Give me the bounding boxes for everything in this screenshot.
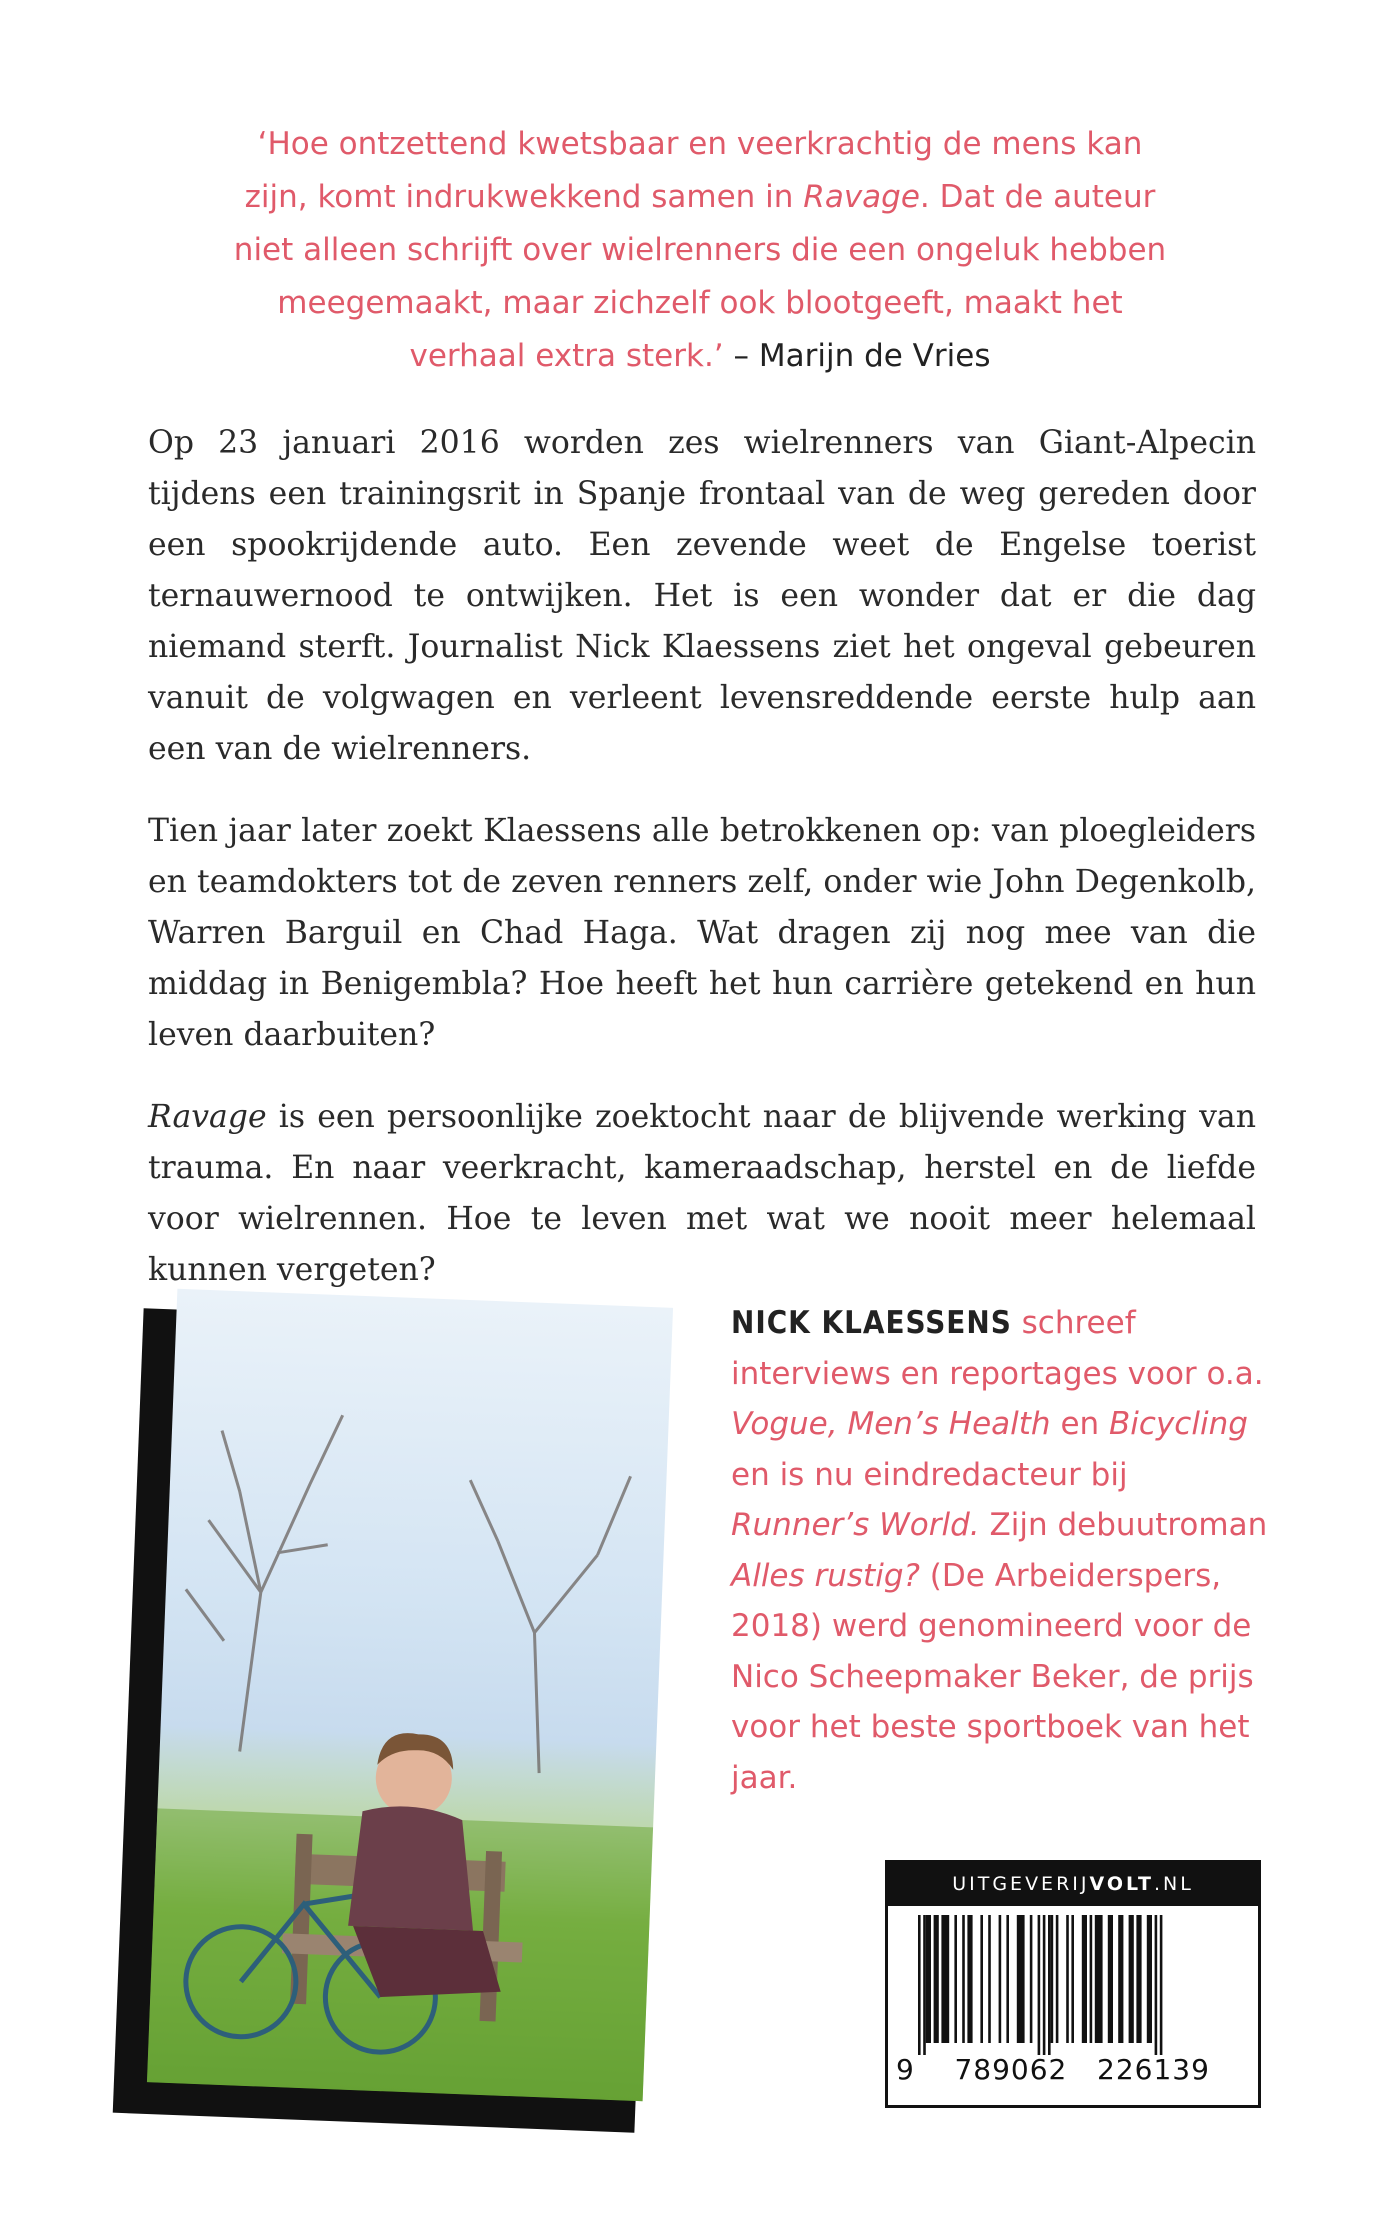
barcode-bar — [1043, 1915, 1046, 2055]
bio-text-3: en is nu eindredacteur bij — [731, 1456, 1128, 1493]
blurb-quote — [150, 118, 1250, 383]
barcode-bar — [1118, 1915, 1123, 2043]
bio-text-2: en — [1050, 1406, 1110, 1442]
description-book-title: Ravage — [148, 1099, 267, 1135]
barcode-bar — [1030, 1915, 1033, 2043]
barcode-bar — [1006, 1915, 1009, 2043]
barcode-bar — [1082, 1915, 1087, 2043]
barcode-bar — [923, 1915, 926, 2055]
barcode-bar — [1090, 1915, 1093, 2043]
quote-line-5: verhaal extra sterk.’ — [409, 338, 724, 374]
author-photo — [147, 1289, 673, 2101]
bio-text-4: Zijn debuutroman — [979, 1507, 1268, 1543]
author-photo-illustration — [147, 1289, 673, 2101]
bio-debut-title: Alles rustig? — [731, 1557, 920, 1594]
barcode-bar — [999, 1915, 1002, 2043]
barcode-bar — [980, 1915, 983, 2043]
description-paragraph-2: Tien jaar later zoekt Klaessens alle betrokkenen op: van ploegleiders en teamdokters tot de zeven renners zelf, onder wie John Degenkolb, Warren Barguil en Chad Haga. Wat dragen zij nog mee van die middag in Benigembla? Hoe heeft het hun carrière getekend en hun leven daarbuiten? — [148, 813, 1256, 1053]
bio-magazines: Vogue, Men’s Health — [731, 1406, 1051, 1442]
description-paragraph-1: Op 23 januari 2016 worden zes wielrenners van Giant-Alpecin tijdens een trainingsrit in Spanje frontaal van de weg gereden door een spookrijdende auto. Een zevende weet de Engelse toerist ternauwernood te ontwijken. Het is een wonder dat er die dag niemand sterft. Journalist Nick Klaessens ziet het ongeval gebeuren vanuit de volgwagen en verleent levensreddende eerste hulp aan een van de wielrenners. — [148, 425, 1256, 767]
barcode-bar — [962, 1915, 965, 2043]
book-description — [148, 418, 1256, 1327]
barcode-bar — [1147, 1915, 1152, 2043]
barcode-bar — [918, 1915, 921, 2055]
quote-book-title: Ravage — [803, 179, 920, 215]
barcode-bar — [1048, 1915, 1051, 2055]
bio-magazine-runners-world: Runner’s World. — [731, 1507, 980, 1543]
barcode-bar — [1071, 1915, 1074, 2043]
barcode-bar — [1017, 1915, 1025, 2043]
quote-attribution: – Marijn de Vries — [723, 338, 991, 374]
description-paragraph-3-text: is een persoonlijke zoektocht naar de blijvende werking van trauma. En naar veerkracht, kameraadschap, herstel en de liefde voor wielrennen. Hoe te leven met wat we nooit meer helemaal kunnen vergeten? — [148, 1099, 1256, 1288]
barcode-bar — [988, 1915, 991, 2043]
barcode-bar — [967, 1915, 972, 2043]
description-paragraph-3 — [148, 1092, 1256, 1296]
quote-line-2-pre: zijn, komt indrukwekkend samen in — [244, 179, 804, 215]
publisher-url-bold: VOLT — [1089, 1873, 1154, 1895]
barcode-bar — [1095, 1915, 1103, 2043]
isbn-left-group: 789062 — [954, 2053, 1068, 2086]
barcode-bar — [1038, 1915, 1041, 2055]
publisher-url-post: .NL — [1153, 1873, 1194, 1895]
quote-line-4: meegemaakt, maar zichzelf ook blootgeeft, maakt het — [277, 285, 1123, 321]
barcode-bar — [926, 1915, 931, 2043]
isbn-right-group: 226139 — [1097, 2053, 1210, 2086]
publisher-url-pre: UITGEVERIJ — [952, 1873, 1090, 1895]
barcode-bar — [1051, 1915, 1054, 2043]
isbn-number — [896, 2053, 1248, 2086]
quote-line-3: niet alleen schrijft over wielrenners die een ongeluk hebben — [233, 232, 1167, 268]
barcode-bar — [1129, 1915, 1134, 2043]
barcode-bar — [954, 1915, 957, 2043]
bio-text-1: schreef interviews en reportages voor o.a. — [731, 1305, 1264, 1392]
barcode-bar — [1136, 1915, 1141, 2043]
quote-line-1: ‘Hoe ontzettend kwetsbaar en veerkrachtig de mens kan — [257, 126, 1143, 162]
author-bio — [731, 1298, 1271, 1803]
barcode-bar — [934, 1915, 939, 2043]
barcode-bar — [941, 1915, 949, 2043]
barcode-bar — [1108, 1915, 1113, 2043]
author-name: NICK KLAESSENS — [731, 1305, 1012, 1341]
barcode-panel — [885, 1860, 1261, 2108]
quote-line-2-post: . Dat de auteur — [919, 179, 1156, 215]
isbn-lead-digit: 9 — [896, 2053, 915, 2086]
barcode-bar — [1056, 1915, 1059, 2043]
barcode-bar — [1160, 1915, 1163, 2055]
bio-magazine-bicycling: Bicycling — [1109, 1406, 1248, 1442]
isbn-barcode — [896, 1915, 1250, 2065]
barcode-bar — [1066, 1915, 1069, 2043]
barcode-bar — [1155, 1915, 1158, 2055]
publisher-url — [888, 1863, 1258, 1906]
bio-text-5: (De Arbeiderspers, 2018) werd genomineerd voor de Nico Scheepmaker Beker, de prijs voor het beste sportboek van het jaar. — [731, 1557, 1254, 1796]
